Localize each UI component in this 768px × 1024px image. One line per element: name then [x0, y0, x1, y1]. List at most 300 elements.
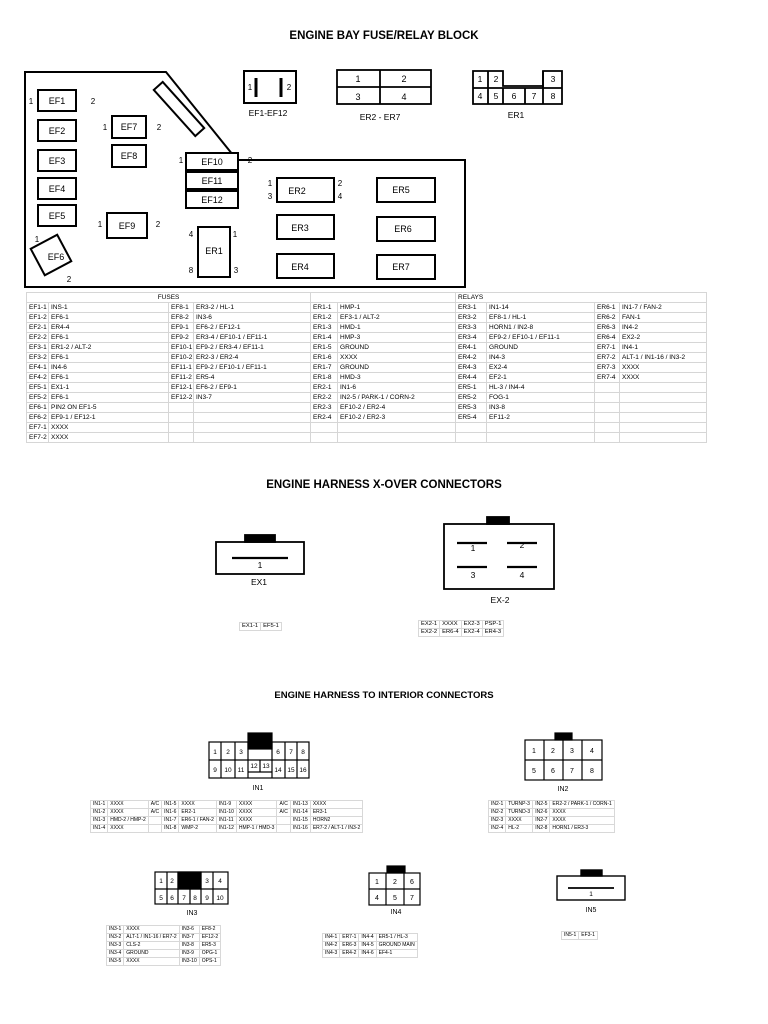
table-cell: XXXX [49, 433, 169, 443]
table-cell: HORN1 / ER3-3 [550, 825, 614, 833]
table-cell: EF8-2 [169, 313, 194, 323]
fuse-ef10 [186, 153, 238, 170]
in2-label: IN2 [557, 786, 569, 793]
table-row [27, 313, 707, 323]
in3-pin-table [106, 925, 221, 966]
table-cell [169, 403, 194, 413]
pin-label: 1 [28, 97, 34, 106]
table-cell: EX2-2 [620, 333, 707, 343]
table-cell: TURNP-3 [506, 801, 533, 809]
table-cell [194, 403, 311, 413]
svg-text:6: 6 [511, 91, 517, 101]
table-cell: GROUND [338, 343, 456, 353]
table-cell [169, 433, 194, 443]
table-cell: ER4-2 [340, 950, 359, 958]
relay-er7 [377, 255, 435, 279]
table-cell: ER2-3 / ER2-4 [194, 353, 311, 363]
table-cell: ER7-2 [595, 353, 620, 363]
table-cell: IN2-8 [533, 825, 550, 833]
table-cell: ER7-1 [595, 343, 620, 353]
table-cell: EF3-2 [27, 353, 49, 363]
svg-text:7: 7 [410, 895, 414, 902]
svg-text:1: 1 [257, 560, 263, 570]
table-cell: IN1-9 [216, 801, 236, 809]
table-row [27, 393, 707, 403]
table-cell [595, 423, 620, 433]
relays-header: RELAYS [456, 293, 707, 303]
table-cell: EF8-1 [169, 303, 194, 313]
table-cell: ER1-6 [311, 353, 338, 363]
table-cell: EF9-1 [169, 323, 194, 333]
table-cell: EF6-2 [27, 413, 49, 423]
svg-text:4: 4 [375, 895, 379, 902]
svg-text:7: 7 [289, 749, 293, 756]
pin-label: 4 [401, 92, 407, 102]
table-cell: ER7-1 [340, 934, 359, 942]
svg-text:1: 1 [375, 879, 379, 886]
table-cell: ER1-7 [311, 363, 338, 373]
table-cell: HL-2 [506, 825, 533, 833]
table-row [91, 817, 363, 825]
table-cell: ER5-1 [456, 383, 487, 393]
table-cell: EX2-4 [487, 363, 595, 373]
table-cell: EF12-2 [169, 393, 194, 403]
table-cell: ER4-2 [456, 353, 487, 363]
table-cell: XXXX [108, 801, 149, 809]
svg-text:6: 6 [551, 768, 555, 775]
table-cell: IN3-10 [179, 958, 199, 966]
xover-title: ENGINE HARNESS X-OVER CONNECTORS [266, 479, 502, 491]
pin-label: 3 [355, 92, 361, 102]
fuse-ef4 [38, 178, 76, 199]
table-cell: ER3-1 [310, 809, 362, 817]
table-cell: ER6-2 [595, 313, 620, 323]
table-cell: OPS-1 [199, 958, 220, 966]
svg-text:12: 12 [250, 763, 258, 770]
table-cell: IN4-2 [620, 323, 707, 333]
pin-label: 1 [355, 74, 361, 84]
table-cell: ER1-8 [311, 373, 338, 383]
svg-text:1: 1 [477, 74, 483, 84]
table-row [27, 323, 707, 333]
fuse-ef2 [38, 120, 76, 141]
table-cell: ER4-3 [482, 629, 504, 637]
table-cell: IN1-2 [91, 809, 108, 817]
table-cell: XXXX [124, 926, 179, 934]
svg-text:4: 4 [218, 878, 222, 885]
ex2-pin-table [418, 620, 504, 637]
table-cell: EF8-1 / HL-1 [487, 313, 595, 323]
table-cell: EF5-2 [27, 393, 49, 403]
table-row [419, 629, 504, 637]
table-cell: EX2-3 [461, 621, 482, 629]
table-cell: HMP-3 [338, 333, 456, 343]
table-cell [148, 817, 161, 825]
table-row [323, 950, 418, 958]
table-cell: EF4-2 [27, 373, 49, 383]
table-cell: HMD-2 / HMP-2 [108, 817, 149, 825]
table-cell [595, 433, 620, 443]
pin-label: 8 [188, 266, 194, 275]
table-cell: CLS-2 [124, 942, 179, 950]
table-cell: IN1-11 [216, 817, 236, 825]
table-cell: ER7-4 [595, 373, 620, 383]
table-cell: ER3-1 [456, 303, 487, 313]
table-row [27, 303, 707, 313]
table-cell: ER2-2 [311, 393, 338, 403]
table-cell: IN2-4 [489, 825, 506, 833]
svg-text:3: 3 [570, 748, 574, 755]
table-cell: GROUND [338, 363, 456, 373]
table-cell: HMD-3 [338, 373, 456, 383]
table-cell: EF6-1 [27, 403, 49, 413]
relay-er6 [377, 217, 435, 241]
pin-label: 2 [247, 156, 253, 165]
table-cell: IN4-3 [487, 353, 595, 363]
table-row [107, 950, 221, 958]
table-cell: IN3-3 [107, 942, 124, 950]
pin-label: 1 [178, 156, 184, 165]
table-cell: ER5-4 [194, 373, 311, 383]
connector-er1-diagram [473, 71, 562, 104]
table-row [489, 809, 615, 817]
table-cell [595, 383, 620, 393]
table-cell: ALT-1 / IN1-16 / IN3-2 [620, 353, 707, 363]
table-cell: IN1-6 [162, 809, 179, 817]
pin-label: 4 [188, 230, 194, 239]
table-row [240, 623, 282, 631]
svg-text:9: 9 [213, 767, 217, 774]
svg-text:2: 2 [551, 748, 555, 755]
in1-pin-table [90, 800, 363, 833]
table-row [27, 383, 707, 393]
svg-text:3: 3 [239, 749, 243, 756]
table-cell: A/C [277, 809, 290, 817]
table-cell: IN4-6 [49, 363, 169, 373]
table-cell: FOG-1 [487, 393, 595, 403]
table-cell: IN3-7 [179, 934, 199, 942]
table-cell: XXXX [620, 373, 707, 383]
table-cell: IN2-5 [533, 801, 550, 809]
table-cell: IN1-12 [216, 825, 236, 833]
relay-er5 [377, 178, 435, 202]
pin-label: 2 [337, 179, 343, 188]
ex1-pin-table [239, 622, 282, 631]
table-cell: XXXX [550, 809, 614, 817]
svg-text:1: 1 [213, 749, 217, 756]
svg-text:EF6: EF6 [47, 252, 65, 262]
table-cell: IN3-9 [179, 950, 199, 958]
table-row [419, 621, 504, 629]
svg-text:ER5: ER5 [392, 185, 410, 195]
table-cell: EF1-2 [27, 313, 49, 323]
in4-label: IN4 [390, 909, 402, 916]
ex2-label: EX-2 [490, 595, 510, 605]
table-cell: IN1-13 [290, 801, 310, 809]
svg-text:1: 1 [470, 543, 476, 553]
pin-label: 2 [90, 97, 96, 106]
table-cell: ER2-4 [311, 413, 338, 423]
table-cell: IN3-2 [107, 934, 124, 942]
table-cell: EF10-2 [169, 353, 194, 363]
table-cell: IN4-3 [323, 950, 340, 958]
table-cell: GROUND MAIN [376, 942, 417, 950]
table-cell: A/C [148, 809, 161, 817]
pin-label: 1 [102, 123, 108, 132]
table-cell: EF8-2 [199, 926, 220, 934]
table-cell: EF12-2 [199, 934, 220, 942]
svg-text:2: 2 [393, 879, 397, 886]
table-cell: ER2-1 [179, 809, 217, 817]
table-cell: XXXX [620, 363, 707, 373]
table-cell: EF6-1 [49, 333, 169, 343]
table-cell: ER6-3 [595, 323, 620, 333]
table-cell: IN3-4 [107, 950, 124, 958]
svg-text:16: 16 [299, 767, 307, 774]
table-cell: IN1-8 [162, 825, 179, 833]
table-cell: XXXX [108, 809, 149, 817]
fuse-relay-table [26, 292, 707, 443]
table-cell: EF6-1 [49, 313, 169, 323]
table-cell: EX1-1 [240, 623, 261, 631]
table-cell: OPG-1 [199, 950, 220, 958]
table-cell: EX1-1 [49, 383, 169, 393]
svg-text:2: 2 [519, 540, 525, 550]
svg-text:EF9: EF9 [118, 221, 136, 231]
svg-text:8: 8 [590, 768, 594, 775]
pin-label: 2 [155, 220, 161, 229]
table-cell: XXXX [310, 801, 362, 809]
svg-text:ER4: ER4 [291, 262, 309, 272]
table-row [323, 934, 418, 942]
table-row [27, 423, 707, 433]
table-cell: IN1-14 [487, 303, 595, 313]
table-cell: IN1-1 [91, 801, 108, 809]
table-cell: HL-3 / IN4-4 [487, 383, 595, 393]
in1-label: IN1 [252, 785, 264, 792]
table-cell: IN4-4 [359, 934, 376, 942]
table-cell: IN4-1 [323, 934, 340, 942]
table-cell: IN3-8 [487, 403, 595, 413]
table-cell: IN4-2 [323, 942, 340, 950]
table-cell [620, 383, 707, 393]
table-cell: EF1-1 [27, 303, 49, 313]
svg-text:2: 2 [226, 749, 230, 756]
fuse-ef11 [186, 172, 238, 189]
fuse-ef9 [107, 213, 147, 238]
table-cell: IN3-7 [194, 393, 311, 403]
table-cell: TURND-3 [506, 809, 533, 817]
table-cell: ER5-3 [199, 942, 220, 950]
svg-text:EF11: EF11 [201, 176, 223, 186]
table-cell: IN2-3 [489, 817, 506, 825]
table-cell: XXXX [179, 801, 217, 809]
table-cell: EF6-1 [49, 393, 169, 403]
table-cell: IN5-1 [562, 932, 579, 940]
table-cell: IN1-10 [216, 809, 236, 817]
table-cell [456, 433, 487, 443]
svg-text:ER2: ER2 [288, 186, 306, 196]
table-cell: EF2-1 [27, 323, 49, 333]
table-row [91, 825, 363, 833]
table-cell: EF9-2 [169, 333, 194, 343]
table-cell: EX2-2 [419, 629, 440, 637]
table-cell: IN1-7 [162, 817, 179, 825]
table-cell: A/C [277, 801, 290, 809]
table-cell: HMP-1 / HMD-3 [236, 825, 277, 833]
table-cell: ER6-3 [340, 942, 359, 950]
pin-label: 2 [286, 83, 292, 92]
table-cell: EF4-1 [376, 950, 417, 958]
table-cell [194, 433, 311, 443]
table-cell: GROUND [124, 950, 179, 958]
table-cell: EF6-2 / EF9-1 [194, 383, 311, 393]
table-cell [148, 825, 161, 833]
svg-text:8: 8 [550, 91, 556, 101]
pin-label: 1 [34, 235, 40, 244]
table-cell: INS-1 [49, 303, 169, 313]
svg-text:5: 5 [493, 91, 499, 101]
table-cell: IN1-4 [91, 825, 108, 833]
svg-text:1: 1 [532, 748, 536, 755]
table-row [91, 809, 363, 817]
table-cell: IN4-1 [620, 343, 707, 353]
pin-label: 3 [233, 266, 239, 275]
table-cell: XXXX [108, 825, 149, 833]
fuse-ef1 [38, 90, 76, 111]
ef-connector-label: EF1-EF12 [248, 108, 288, 118]
in5-pin-table [561, 931, 598, 940]
interior-title: ENGINE HARNESS TO INTERIOR CONNECTORS [274, 690, 494, 701]
svg-text:10: 10 [224, 767, 232, 774]
svg-text:3: 3 [470, 570, 476, 580]
svg-text:4: 4 [519, 570, 525, 580]
svg-text:EF1: EF1 [48, 96, 66, 106]
table-cell: ER1-3 [311, 323, 338, 333]
table-cell: PSP-1 [482, 621, 504, 629]
table-row [107, 926, 221, 934]
table-cell: ER4-1 [456, 343, 487, 353]
table-cell: ER1-4 [311, 333, 338, 343]
table-cell: IN2-1 [489, 801, 506, 809]
table-cell: IN3-6 [194, 313, 311, 323]
table-cell [169, 413, 194, 423]
table-cell: ER5-4 [456, 413, 487, 423]
table-cell: HMD-1 [338, 323, 456, 333]
pin-label: 2 [156, 123, 162, 132]
svg-text:14: 14 [274, 767, 282, 774]
pin-label: 4 [337, 192, 343, 201]
relay-er1 [198, 227, 230, 277]
svg-text:EF10: EF10 [201, 157, 223, 167]
table-cell: IN2-6 [533, 809, 550, 817]
table-cell: ER4-4 [456, 373, 487, 383]
table-cell: EF7-2 [27, 433, 49, 443]
pin-label: 2 [401, 74, 407, 84]
table-cell [277, 825, 290, 833]
table-cell [338, 423, 456, 433]
table-cell [456, 423, 487, 433]
table-cell: ER1-1 [311, 303, 338, 313]
table-cell: ER1-2 [311, 313, 338, 323]
table-cell [620, 413, 707, 423]
table-cell: XXXX [338, 353, 456, 363]
table-cell: IN2-7 [533, 817, 550, 825]
table-cell [595, 413, 620, 423]
connector-ex2-diagram [444, 517, 554, 589]
table-cell: ER6-1 [595, 303, 620, 313]
svg-text:4: 4 [590, 748, 594, 755]
table-cell [620, 423, 707, 433]
svg-text:8: 8 [301, 749, 305, 756]
table-cell: EF11-2 [487, 413, 595, 423]
table-cell: IN1-15 [290, 817, 310, 825]
table-cell: HMP-1 [338, 303, 456, 313]
svg-text:EF8: EF8 [120, 151, 138, 161]
relay-er4 [277, 254, 334, 278]
svg-text:EF7: EF7 [120, 122, 138, 132]
table-header-row [27, 293, 707, 303]
table-cell: XXXX [236, 809, 277, 817]
svg-text:EF12: EF12 [201, 195, 223, 205]
table-row [91, 801, 363, 809]
table-cell: EF4-1 [27, 363, 49, 373]
pin-label: 1 [267, 179, 273, 188]
svg-text:10: 10 [216, 895, 224, 902]
svg-text:9: 9 [205, 895, 209, 902]
svg-text:7: 7 [570, 768, 574, 775]
table-cell: GROUND [487, 343, 595, 353]
table-cell: EF2-1 [487, 373, 595, 383]
svg-text:EF3: EF3 [48, 156, 66, 166]
svg-text:3: 3 [205, 878, 209, 885]
table-row [27, 433, 707, 443]
relay-er2 [277, 178, 334, 202]
table-cell [595, 403, 620, 413]
svg-text:2: 2 [170, 878, 174, 885]
svg-text:3: 3 [550, 74, 556, 84]
table-cell: ER6-4 [595, 333, 620, 343]
table-cell: EF10-2 / ER2-3 [338, 413, 456, 423]
table-cell: ER3-2 [456, 313, 487, 323]
svg-text:2: 2 [493, 74, 499, 84]
table-cell [194, 423, 311, 433]
table-cell [311, 433, 338, 443]
table-cell: EF6-2 / EF12-1 [194, 323, 311, 333]
table-cell: EF12-1 [169, 383, 194, 393]
table-row [489, 817, 615, 825]
in2-pin-table [488, 800, 615, 833]
table-row [107, 942, 221, 950]
table-cell: IN4-5 [359, 942, 376, 950]
table-cell: IN1-14 [290, 809, 310, 817]
svg-text:EF5: EF5 [48, 211, 66, 221]
table-cell: ER5-2 [456, 393, 487, 403]
table-cell: EF10-1 [169, 343, 194, 353]
table-cell: EF10-2 / ER2-4 [338, 403, 456, 413]
table-cell [620, 403, 707, 413]
table-row [27, 353, 707, 363]
svg-text:ER3: ER3 [291, 223, 309, 233]
table-cell [595, 393, 620, 403]
table-cell: IN2-5 / PARK-1 / CORN-2 [338, 393, 456, 403]
svg-text:5: 5 [393, 895, 397, 902]
table-cell: ER3-3 [456, 323, 487, 333]
fuse-ef3 [38, 150, 76, 171]
table-row [27, 413, 707, 423]
table-cell: HORN2 [310, 817, 362, 825]
table-cell: ER3-4 / EF10-1 / EF11-1 [194, 333, 311, 343]
